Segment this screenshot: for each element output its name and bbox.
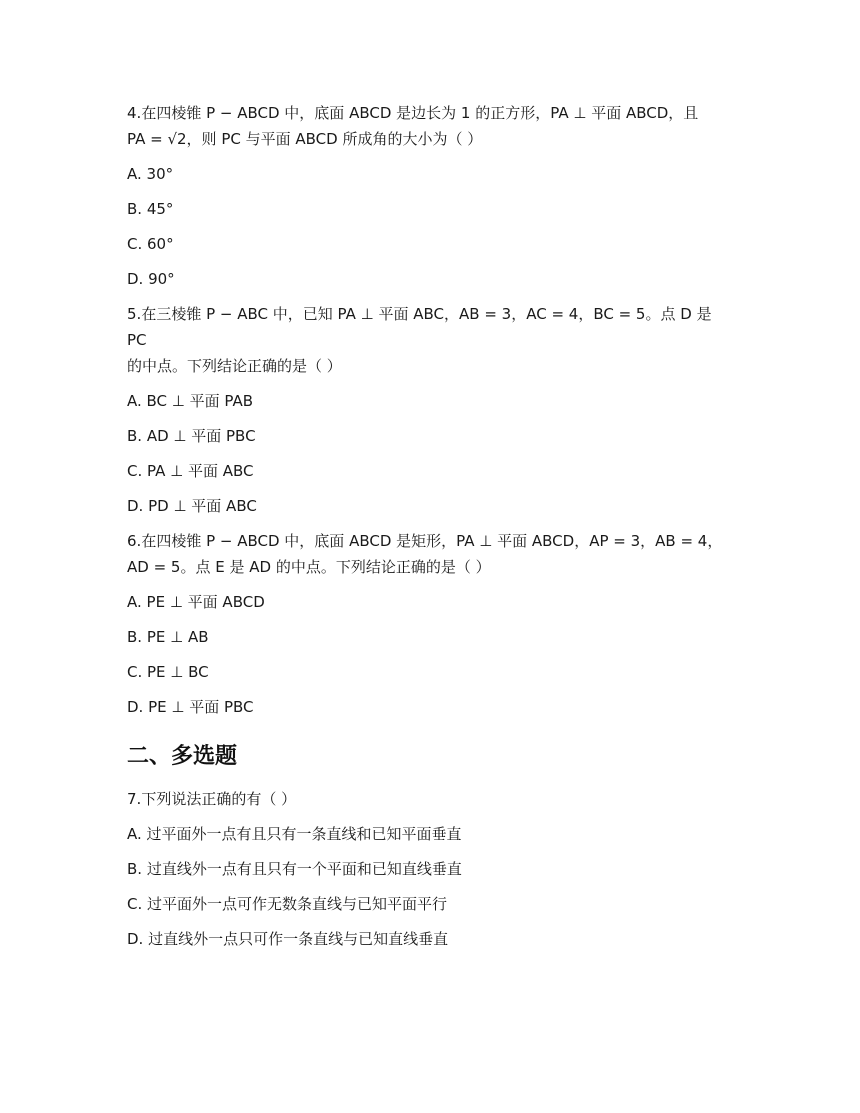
question-4 [127, 100, 727, 292]
question-5-option-a: A. BC ⊥ 平面 PAB [127, 392, 254, 410]
question-7-option-d: D. 过直线外一点只可作一条直线与已知直线垂直 [127, 930, 449, 948]
question-4-line1 [127, 100, 727, 126]
question-7-line1 [127, 786, 727, 812]
question-4-line2: PA = √2，则 PC 与平面 ABCD 所成角的大小为（ ） [127, 130, 483, 148]
question-7-option-a: A. 过平面外一点有且只有一条直线和已知平面垂直 [127, 825, 462, 843]
question-5 [127, 301, 727, 519]
document-page [127, 100, 727, 961]
question-7-option-b: B. 过直线外一点有且只有一个平面和已知直线垂直 [127, 860, 462, 878]
question-6-option-a: A. PE ⊥ 平面 ABCD [127, 593, 265, 611]
question-5-option-d: D. PD ⊥ 平面 ABC [127, 497, 257, 515]
question-6-line2: AD = 5。点 E 是 AD 的中点。下列结论正确的是（ ） [127, 558, 491, 576]
question-6-text: 在四棱锥 P − ABCD 中，底面 ABCD 是矩形，PA ⊥ 平面 ABCD，AP = 3，AB = 4， [141, 532, 723, 550]
question-4-option-b: B. 45° [127, 200, 174, 218]
question-4-option-d: D. 90° [127, 270, 175, 288]
question-6-line1 [127, 528, 727, 554]
question-5-option-c: C. PA ⊥ 平面 ABC [127, 462, 254, 480]
question-6-option-c: C. PE ⊥ BC [127, 663, 209, 681]
question-4-option-a: A. 30° [127, 165, 174, 183]
question-5-line2: 的中点。下列结论正确的是（ ） [127, 357, 342, 375]
question-5-number: 5. [127, 305, 142, 323]
question-6-option-d: D. PE ⊥ 平面 PBC [127, 698, 254, 716]
question-7-text: 下列说法正确的有（ ） [141, 790, 297, 808]
question-5-text: 在三棱锥 P − ABC 中，已知 PA ⊥ 平面 ABC，AB = 3，AC = 4，BC = 5。点 D 是 PC [127, 305, 712, 349]
question-4-text: 在四棱锥 P − ABCD 中，底面 ABCD 是边长为 1 的正方形，PA ⊥ 平面 ABCD，且 [141, 104, 699, 122]
question-6 [127, 528, 727, 720]
question-7 [127, 786, 727, 952]
question-6-option-b: B. PE ⊥ AB [127, 628, 209, 646]
question-7-option-c: C. 过平面外一点可作无数条直线与已知平面平行 [127, 895, 448, 913]
section-title-multiple-choice: 二、多选题 [127, 744, 238, 769]
question-4-number: 4. [127, 104, 142, 122]
question-6-number: 6. [127, 532, 142, 550]
question-7-number: 7. [127, 790, 142, 808]
question-5-line1 [127, 301, 727, 353]
question-4-option-c: C. 60° [127, 235, 174, 253]
question-5-option-b: B. AD ⊥ 平面 PBC [127, 427, 256, 445]
